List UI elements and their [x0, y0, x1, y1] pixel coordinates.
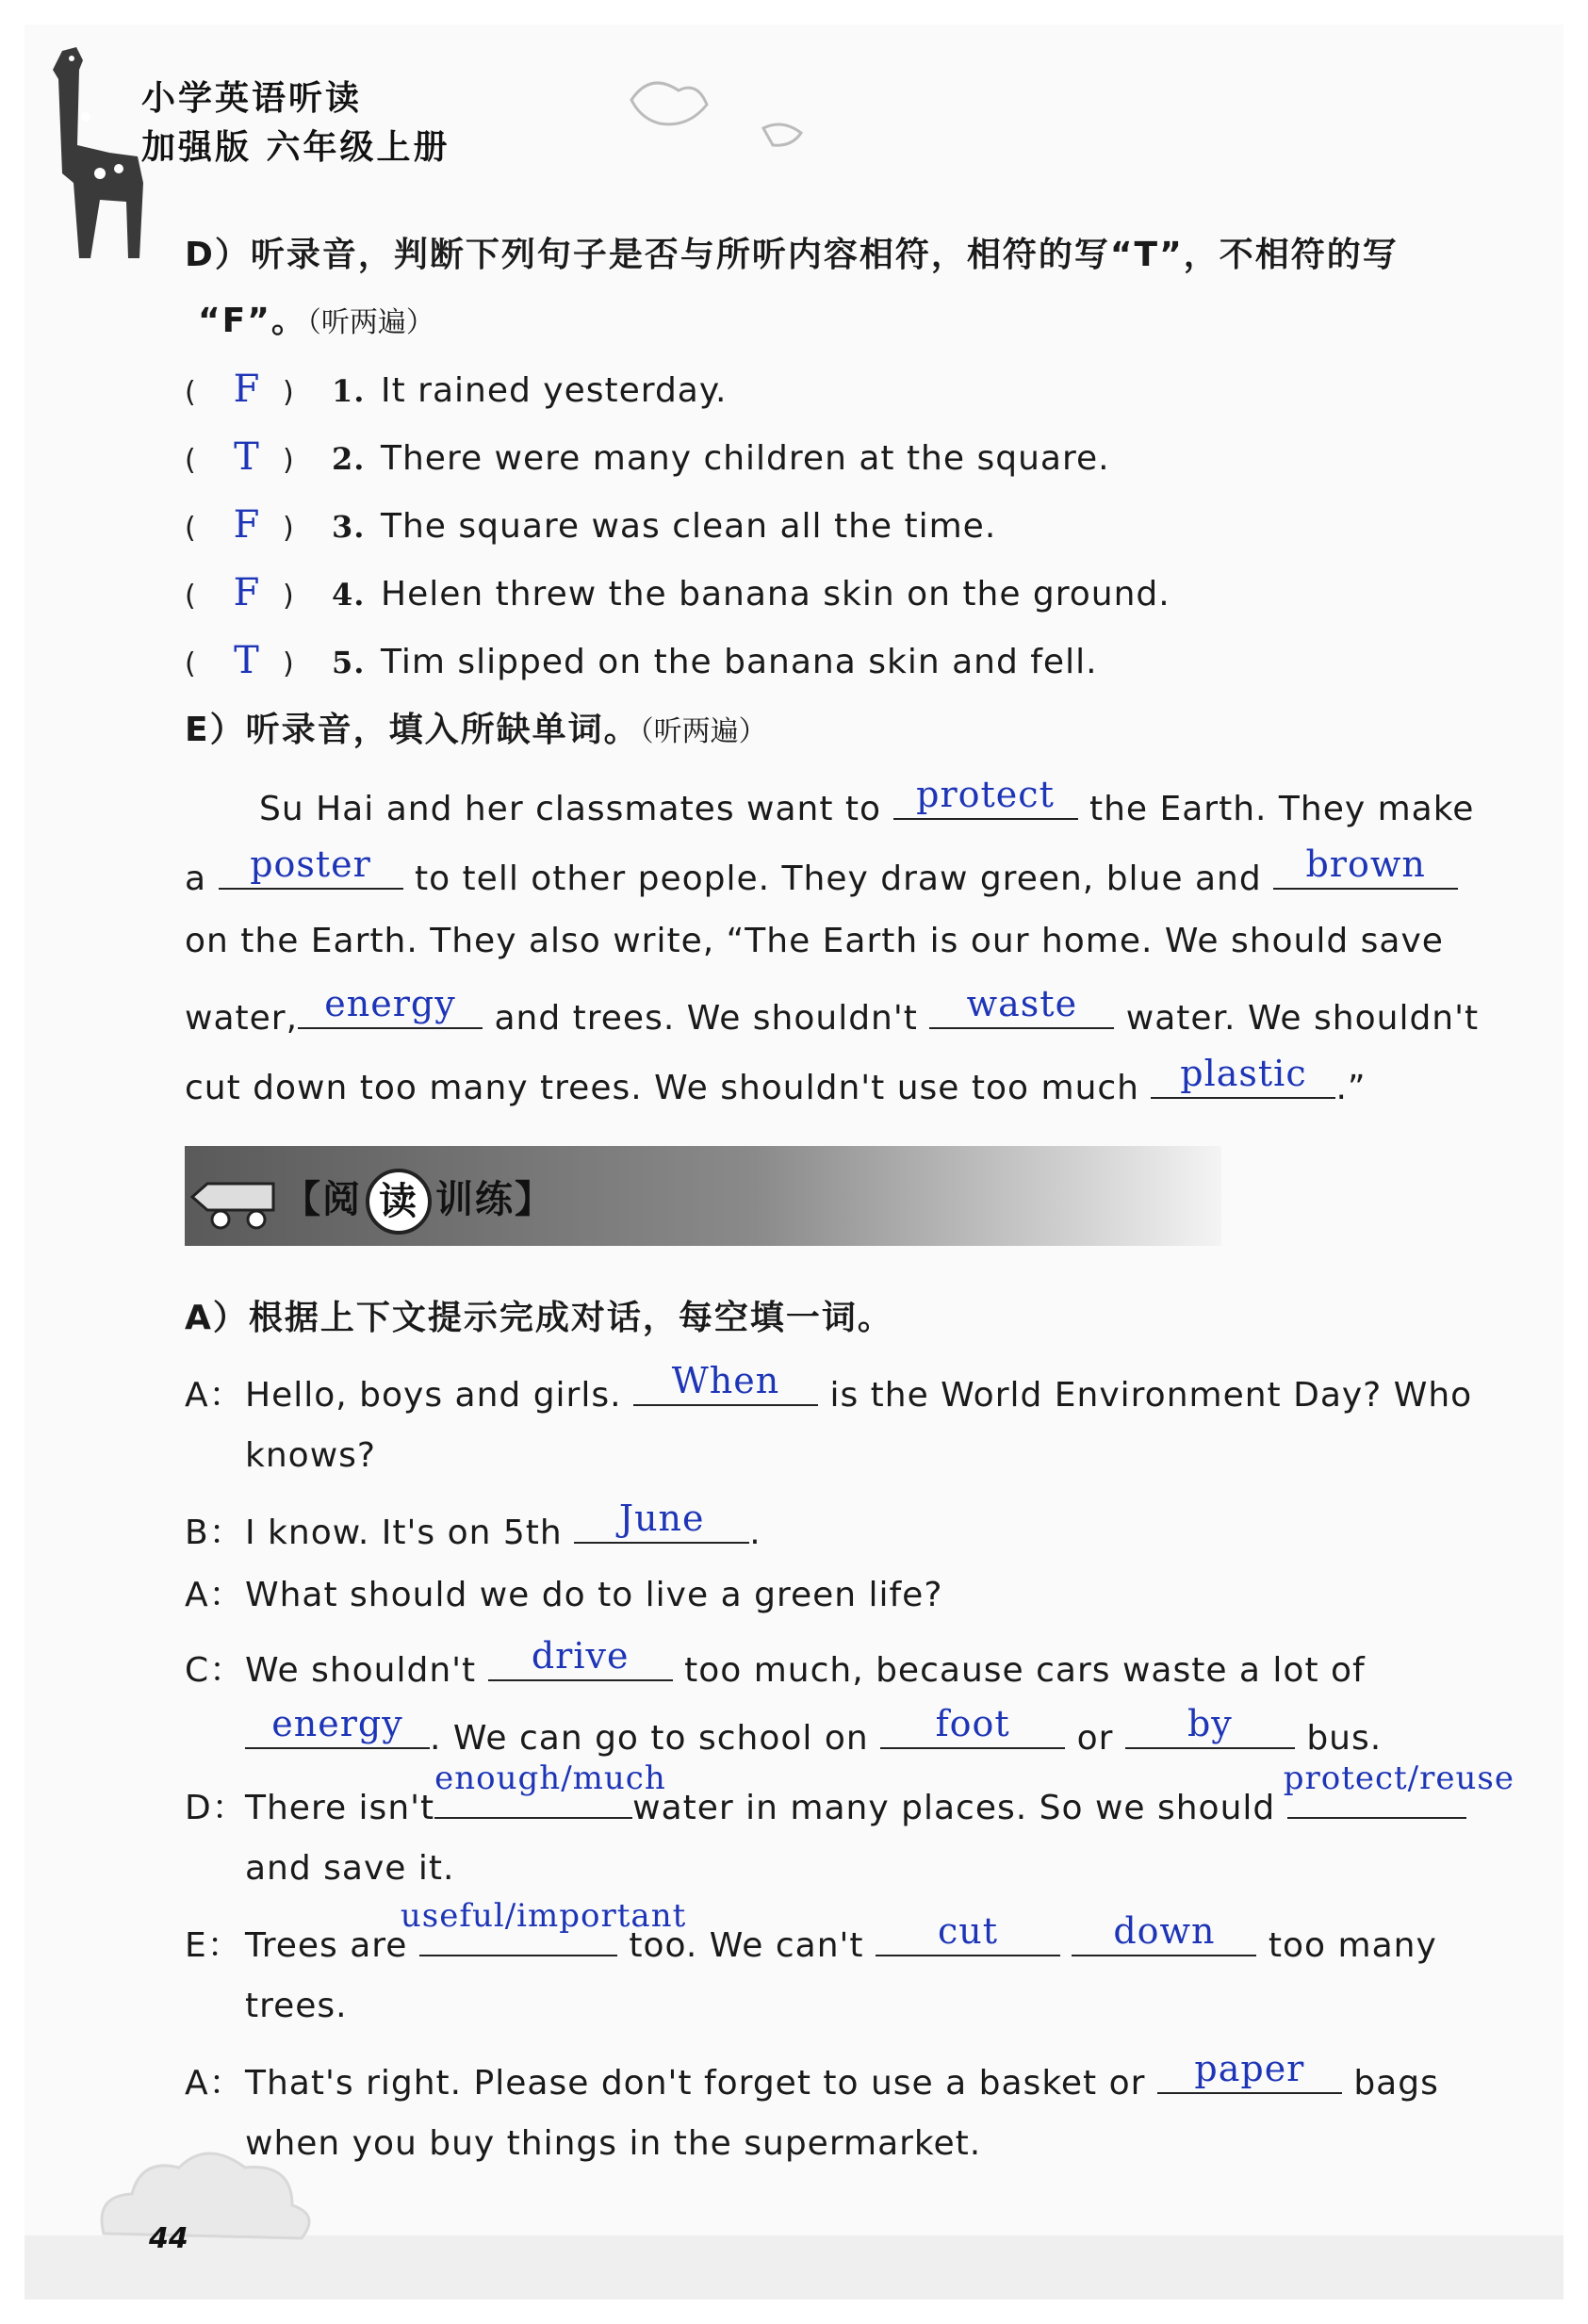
passage-line-2	[185, 843, 1429, 898]
dialogue-text: What should we do to live a green life?	[245, 1576, 943, 1614]
tf-answer-2[interactable]: T	[234, 435, 260, 479]
passage-text: on the Earth. They also write, “The Earth is our home. We should save	[185, 922, 1444, 960]
section-d-heading-text: D）听录音，判断下列句子是否与所听内容相符，相符的写“T”，不相符的写	[185, 236, 1399, 274]
answer-text: plastic	[1180, 1053, 1307, 1094]
dialogue-text: and save it.	[245, 1849, 455, 1888]
section-d-note: （听两遍）	[306, 306, 434, 339]
dialogue-line-11	[185, 2048, 1439, 2103]
blank-plastic[interactable]	[1151, 1053, 1335, 1099]
answer-text: enough/much	[434, 1759, 666, 1797]
passage-text: a	[185, 859, 207, 898]
tf-answer-1[interactable]: F	[233, 368, 261, 411]
answer-text: waste	[966, 983, 1078, 1024]
dialogue-line-7	[185, 1759, 1514, 1827]
book-edition: 加强版 六年级上册	[141, 128, 450, 167]
passage-text: the Earth. They make	[1089, 790, 1475, 828]
blank-waste[interactable]	[929, 983, 1114, 1029]
section-a-heading	[185, 1297, 1429, 1340]
cloud-doodle-icon	[85, 2120, 330, 2252]
tf-item-3	[185, 503, 1429, 547]
dialogue-text: That's right. Please don't forget to use a basket or	[245, 2064, 1146, 2103]
speaker-label: B：	[185, 1514, 244, 1552]
blank-brown[interactable]	[1273, 843, 1458, 890]
answer-text: drive	[531, 1635, 630, 1677]
dialogue-line-8	[245, 1847, 1489, 1890]
speaker-label: C：	[185, 1651, 245, 1690]
item-text: Helen threw the banana skin on the ground.	[381, 575, 1171, 614]
dialogue-text: bags	[1353, 2064, 1439, 2103]
answer-text: paper	[1194, 2048, 1305, 2089]
reading-banner-title	[283, 1169, 554, 1235]
dialogue-line-6	[245, 1703, 1489, 1758]
blank-protect[interactable]	[893, 774, 1078, 820]
passage-text: cut down too many trees. We shouldn't use too much	[185, 1069, 1139, 1107]
section-d-heading-cont-text: “F”。	[198, 302, 307, 340]
pencil-cart-icon	[188, 1161, 279, 1236]
dialogue-text: We shouldn't	[245, 1651, 477, 1690]
dialogue-text: Hello, boys and girls.	[245, 1376, 622, 1415]
banner-left-text: 【阅	[283, 1178, 362, 1221]
item-number: 4.	[332, 577, 366, 613]
blank-energy[interactable]	[298, 983, 483, 1029]
dialogue-text: There isn't	[245, 1789, 435, 1827]
blank-by[interactable]	[1125, 1703, 1295, 1749]
item-number: 3.	[332, 509, 366, 545]
dialogue-line-9	[185, 1897, 1437, 1965]
tf-item-1	[185, 368, 1429, 411]
section-d-heading-cont	[198, 300, 1442, 343]
speaker-label: D：	[185, 1789, 247, 1827]
dialogue-line-10	[245, 1985, 1489, 2028]
passage-line-1	[259, 774, 1503, 828]
dialogue-text: or	[1076, 1719, 1114, 1758]
section-e-heading-text: E）听录音，填入所缺单词。	[185, 711, 640, 749]
dialogue-text: .	[749, 1514, 761, 1552]
tf-item-5	[185, 639, 1429, 682]
item-number: 2.	[332, 441, 366, 477]
dialogue-text: water in many places. So we should	[632, 1789, 1276, 1827]
tf-answer-4[interactable]: F	[233, 571, 261, 614]
passage-text: Su Hai and her classmates want to	[259, 790, 882, 828]
dialogue-text: when you buy things in the supermarket.	[245, 2124, 982, 2163]
banner-right-text: 训练】	[435, 1178, 554, 1221]
passage-text: and trees. We shouldn't	[494, 999, 918, 1038]
paren-open: (	[185, 580, 197, 613]
blank-foot[interactable]	[880, 1703, 1065, 1749]
section-e-heading	[185, 709, 1429, 752]
section-d-heading	[185, 234, 1429, 277]
speaker-label: A：	[185, 2064, 244, 2103]
answer-text: brown	[1305, 843, 1426, 885]
paren-close: )	[283, 580, 295, 613]
answer-text: energy	[271, 1703, 403, 1744]
speaker-label: A：	[185, 1376, 244, 1415]
blank-poster[interactable]	[219, 843, 403, 890]
dialogue-text: too many	[1268, 1926, 1437, 1965]
answer-text: foot	[935, 1703, 1010, 1744]
blank-june[interactable]	[574, 1498, 749, 1544]
tf-item-4	[185, 571, 1429, 614]
dialogue-text: is the World Environment Day? Who	[829, 1376, 1473, 1415]
item-number: 5.	[332, 645, 366, 680]
paren-close: )	[283, 444, 295, 477]
speaker-label: E：	[185, 1926, 242, 1965]
section-e-note: （听两遍）	[639, 715, 767, 748]
blank-drive[interactable]	[488, 1635, 673, 1681]
blank-protect-reuse[interactable]	[1283, 1759, 1514, 1819]
answer-text: June	[618, 1498, 705, 1539]
blank-cut[interactable]	[876, 1910, 1060, 1956]
passage-line-5	[185, 1053, 1429, 1107]
paren-open: (	[185, 647, 197, 680]
paren-open: (	[185, 376, 197, 409]
item-text: It rained yesterday.	[381, 371, 728, 410]
answer-text: useful/important	[400, 1897, 687, 1935]
paren-open: (	[185, 512, 197, 545]
dialogue-text: . We can go to school on	[430, 1719, 869, 1758]
blank-when[interactable]	[633, 1360, 818, 1406]
item-number: 1.	[332, 373, 366, 409]
section-a-heading-text: A）根据上下文提示完成对话，每空填一词。	[185, 1299, 893, 1337]
paren-close: )	[283, 376, 295, 409]
dialogue-text: knows?	[245, 1436, 376, 1475]
paren-close: )	[283, 647, 295, 680]
item-text: There were many children at the square.	[381, 439, 1110, 478]
bird-doodle-icon	[613, 53, 858, 166]
blank-enough-much[interactable]	[434, 1759, 666, 1819]
dialogue-line-4	[185, 1574, 1429, 1617]
giraffe-icon	[25, 41, 156, 268]
passage-line-4	[185, 983, 1480, 1038]
item-text: The square was clean all the time.	[381, 507, 997, 546]
dialogue-text: too much, because cars waste a lot of	[684, 1651, 1366, 1690]
passage-text: .”	[1335, 1069, 1367, 1107]
banner-read-badge: 读	[366, 1169, 432, 1235]
page-number: 44	[149, 2222, 188, 2255]
dialogue-line-1	[185, 1360, 1473, 1415]
paren-close: )	[283, 512, 295, 545]
blank-useful-important[interactable]	[400, 1897, 687, 1956]
answer-text: cut	[937, 1910, 998, 1952]
tf-answer-3[interactable]: F	[233, 503, 261, 547]
answer-text: protect/reuse	[1283, 1759, 1514, 1797]
answer-text: When	[671, 1360, 780, 1401]
dialogue-text: I know. It's on 5th	[245, 1514, 563, 1552]
blank-energy-2[interactable]	[245, 1703, 430, 1749]
dialogue-line-12	[245, 2122, 1489, 2166]
dialogue-text: Trees are	[245, 1926, 408, 1965]
speaker-label: A：	[185, 1576, 244, 1614]
passage-text: water. We shouldn't	[1125, 999, 1480, 1038]
item-text: Tim slipped on the banana skin and fell.	[381, 643, 1098, 681]
dialogue-line-3	[185, 1498, 1429, 1552]
answer-text: poster	[250, 843, 371, 885]
dialogue-text: trees.	[245, 1987, 348, 2025]
blank-paper[interactable]	[1157, 2048, 1342, 2094]
dialogue-text: bus.	[1306, 1719, 1383, 1758]
answer-text: down	[1113, 1910, 1216, 1952]
dialogue-line-2	[245, 1434, 1489, 1478]
passage-text: water,	[185, 999, 299, 1038]
tf-item-2	[185, 435, 1429, 479]
answer-text: by	[1187, 1703, 1233, 1744]
answer-text: protect	[916, 774, 1055, 815]
tf-answer-5[interactable]: T	[234, 639, 260, 682]
answer-text: energy	[324, 983, 456, 1024]
paren-open: (	[185, 444, 197, 477]
book-title: 小学英语听读	[141, 79, 363, 118]
dialogue-line-5	[185, 1635, 1429, 1690]
dialogue-text: too. We can't	[629, 1926, 864, 1965]
passage-text: to tell other people. They draw green, blue and	[414, 859, 1262, 898]
blank-down[interactable]	[1072, 1910, 1256, 1956]
passage-line-3	[185, 920, 1444, 963]
